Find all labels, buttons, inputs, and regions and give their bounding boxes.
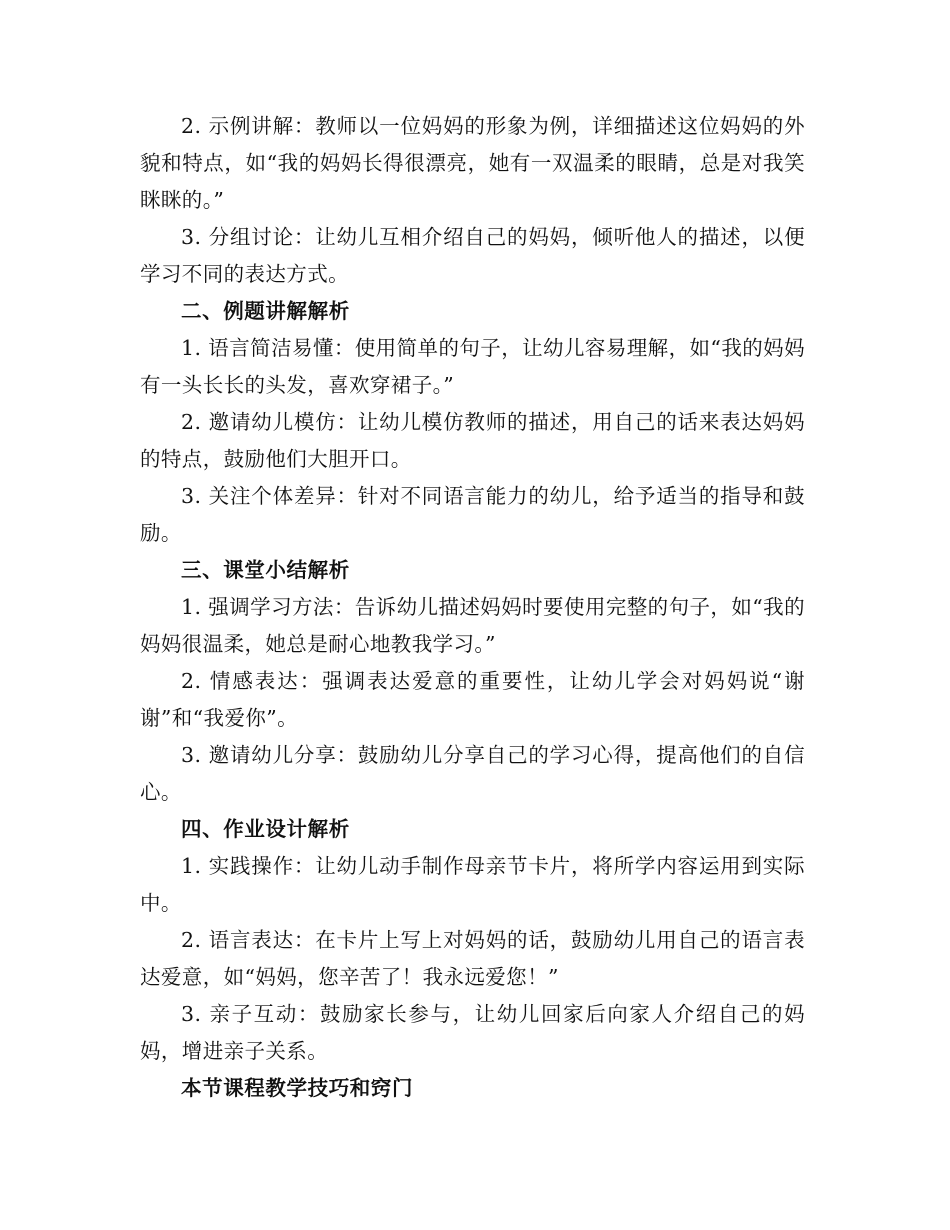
- paragraph-practice: 1. 实践操作：让幼儿动手制作母亲节卡片，将所学内容运用到实际中。: [140, 854, 805, 915]
- paragraph-group-discussion: 3. 分组讨论：让幼儿互相介绍自己的妈妈，倾听他人的描述，以便学习不同的表达方式。: [140, 225, 805, 286]
- heading-teaching-tips: 本节课程教学技巧和窍门: [181, 1076, 414, 1100]
- heading-homework-design: 四、作业设计解析: [181, 817, 350, 841]
- heading-class-summary: 三、课堂小结解析: [181, 558, 350, 582]
- document-body: [140, 108, 805, 1107]
- paragraph-invite-sharing: 3. 邀请幼儿分享：鼓励幼儿分享自己的学习心得，提高他们的自信心。: [140, 743, 805, 804]
- paragraph-invite-imitation: 2. 邀请幼儿模仿：让幼儿模仿教师的描述，用自己的话来表达妈妈的特点，鼓励他们大胆开口。: [140, 410, 805, 471]
- paragraph-parent-child: 3. 亲子互动：鼓励家长参与，让幼儿回家后向家人介绍自己的妈妈，增进亲子关系。: [140, 1002, 805, 1063]
- paragraph-individual-differences: 3. 关注个体差异：针对不同语言能力的幼儿，给予适当的指导和鼓励。: [140, 484, 805, 545]
- paragraph-example-explanation: 2. 示例讲解：教师以一位妈妈的形象为例，详细描述这位妈妈的外貌和特点，如“我的妈妈长得很漂亮，她有一双温柔的眼睛，总是对我笑眯眯的。”: [140, 114, 805, 212]
- heading-example-analysis: 二、例题讲解解析: [181, 299, 350, 323]
- paragraph-learning-method: 1. 强调学习方法：告诉幼儿描述妈妈时要使用完整的句子，如“我的妈妈很温柔，她总是耐心地教我学习。”: [140, 595, 805, 656]
- paragraph-emotional-expression: 2. 情感表达：强调表达爱意的重要性，让幼儿学会对妈妈说“谢谢”和“我爱你”。: [140, 669, 805, 730]
- paragraph-language-expression: 2. 语言表达：在卡片上写上对妈妈的话，鼓励幼儿用自己的语言表达爱意，如“妈妈，您辛苦了！我永远爱您！”: [140, 928, 805, 989]
- paragraph-simple-language: 1. 语言简洁易懂：使用简单的句子，让幼儿容易理解，如“我的妈妈有一头长长的头发，喜欢穿裙子。”: [140, 336, 805, 397]
